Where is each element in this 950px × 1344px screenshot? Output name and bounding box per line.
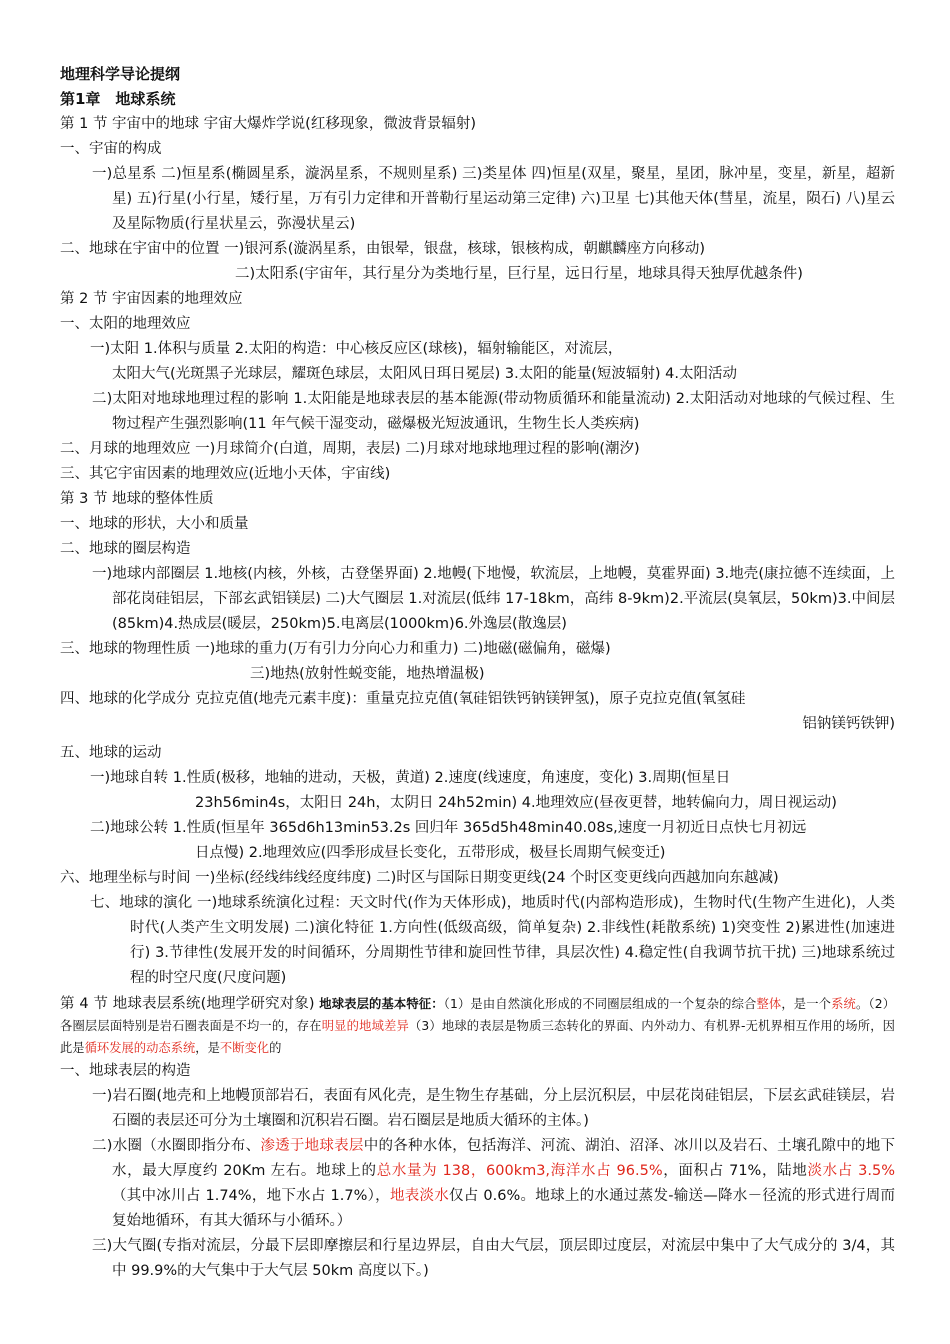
- feature-label: 地球表层的基本特征：: [319, 997, 444, 1011]
- feature-text-3: 。（2）各圈层层面特别是岩石圈表面是不均一的，存在: [60, 997, 895, 1033]
- paragraph-revolution-2: 日点慢) 2.地理效应(四季形成昼长变化，五带形成，极昼长周期气候变迁): [195, 845, 666, 861]
- feature-text-2: ，是一个: [781, 997, 832, 1011]
- paragraph-solar-system: 二)太阳系(宇宙年，其行星分为类地行星，巨行星，远日行星，地球具得天独厚优越条件): [235, 266, 803, 282]
- water-highlight-2: 总水量为 138，600km3,海洋水占 96.5%: [376, 1163, 663, 1179]
- paragraph-moon: 二、月球的地理效应 一)月球简介(白道，周期，表层) 二)月球对地球地理过程的影响(潮汐): [60, 441, 640, 457]
- paragraph-earth-position: 二、地球在宇宙中的位置 一)银河系(漩涡星系，由银晕，银盘，核球，银核构成，朝麒麟座方向移动): [60, 241, 706, 257]
- water-highlight-1: 渗透于地球表层: [260, 1138, 364, 1154]
- section-4-paragraph: [60, 993, 895, 1059]
- water-text-e: 仅占 0.6%。地球上的水通过蒸发-输送—降水－径流的形式进行周而复始地循环，有其大循环与小循环。）: [112, 1188, 895, 1229]
- paragraph-hydrosphere: [60, 1134, 895, 1234]
- paragraph-layers: 一)地球内部圈层 1.地核(内核，外核，古登堡界面) 2.地幔(下地慢，软流层，上地幔，莫霍界面) 3.地壳(康拉德不连续面，上部花岗硅铝层，下部玄武铝镁层) 二)大气圈层 1.对流层(低纬 17-18km，高纬 8-9km)2.平流层(臭氧层，50km)3.中间层(85km)4.热成层(暖层，250km)5.电离层(1000km)6.外逸层(散逸层): [92, 566, 895, 632]
- paragraph-other-cosmic: 三、其它宇宙因素的地理效应(近地小天体，宇宙线): [60, 466, 391, 482]
- water-text-d: （其中冰川占 1.74%，地下水占 1.7%），: [112, 1188, 390, 1204]
- highlight-dynamic-system: 循环发展的动态系统: [84, 1041, 196, 1055]
- feature-text-1: （1）是由自然演化形成的不同圈层组成的一个复杂的综合: [443, 997, 757, 1011]
- paragraph-sun-influence: 二)太阳对地球地理过程的影响 1.太阳能是地球表层的基本能源(带动物质循环和能量流动) 2.太阳活动对地球的气候过程、生物过程产生强烈影响(11 年气候干湿变动，磁爆极光短波通讯，生物生长人类疾病): [92, 391, 895, 432]
- water-text-c: ，面积占 71%，陆地: [662, 1163, 808, 1179]
- section-2-heading: 第 2 节 宇宙因素的地理效应: [60, 291, 243, 307]
- water-highlight-3: 淡水占 3.5%: [807, 1163, 895, 1179]
- section-4-heading: 第 4 节 地球表层系统(地理学研究对象): [60, 996, 320, 1012]
- highlight-regional-difference: 明显的地域差异: [321, 1019, 409, 1033]
- feature-text-5: ，是: [195, 1041, 220, 1055]
- paragraph-revolution-1: 二)地球公转 1.性质(恒星年 365d6h13min53.2s 回归年 365d5h48min40.08s,速度一月初近日点快七月初远: [90, 820, 807, 836]
- paragraph-atmosphere: 三)大气圈(专指对流层，分最下层即摩擦层和行星边界层，自由大气层，顶层即过度层，对流层中集中了大气成分的 3/4，其中 99.9%的大气集中于大气层 50km 高度以下。): [92, 1238, 895, 1279]
- paragraph-sun-2: 太阳大气(光斑黑子光球层，耀斑色球层，太阳风日珥日冕层) 3.太阳的能量(短波辐射) 4.太阳活动: [112, 366, 738, 382]
- paragraph-coordinates: 六、地理坐标与时间 一)坐标(经线纬线经度纬度) 二)时区与国际日期变更线(24 个时区变更线向西越加向东越减): [60, 870, 779, 886]
- subheading-layers: 二、地球的圈层构造: [60, 541, 191, 557]
- feature-text-6: 的: [269, 1041, 282, 1055]
- chapter-heading: 第1章 地球系统: [60, 90, 176, 108]
- subheading-motion: 五、地球的运动: [60, 745, 162, 761]
- water-text-b: 中的各种水体，包括海洋、河流、湖泊、沼泽、冰川以及岩石、土壤孔隙中的地下水，最大厚度约 20Km 左右。地球上的: [112, 1138, 895, 1179]
- highlight-changing: 不断变化: [219, 1041, 270, 1055]
- water-text-a: 二)水圈（水圈即指分布、: [92, 1138, 261, 1154]
- subheading-sun-effect: 一、太阳的地理效应: [60, 316, 191, 332]
- paragraph-physics-1: 三、地球的物理性质 一)地球的重力(万有引力分向心力和重力) 二)地磁(磁偏角，磁爆): [60, 641, 611, 657]
- paragraph-rotation-1: 一)地球自转 1.性质(极移，地轴的进动，天极，黄道) 2.速度(线速度，角速度，变化) 3.周期(恒星日: [90, 770, 731, 786]
- paragraph-chemistry-1: 四、地球的化学成分 克拉克值(地壳元素丰度)：重量克拉克值(氧硅铝铁钙钠镁钾氢)，原子克拉克值(氧氢硅: [60, 691, 746, 707]
- highlight-system: 系统: [831, 997, 856, 1011]
- document-page: [60, 62, 895, 1284]
- doc-title: 地理科学导论提纲: [60, 65, 181, 83]
- paragraph-physics-2: 三)地热(放射性蜕变能，地热增温极): [250, 666, 485, 682]
- highlight-whole: 整体: [756, 997, 782, 1011]
- section-3-heading: 第 3 节 地球的整体性质: [60, 491, 214, 507]
- water-highlight-4: 地表淡水: [389, 1188, 450, 1204]
- paragraph-rotation-2: 23h56min4s，太阳日 24h，太阴日 24h52min) 4.地理效应(昼夜更替，地转偏向力，周日视运动): [195, 795, 837, 811]
- subheading-shape-size: 一、地球的形状，大小和质量: [60, 516, 249, 532]
- section-1-heading: 第 1 节 宇宙中的地球 宇宙大爆炸学说(红移现象，微波背景辐射): [60, 116, 476, 132]
- feature-text-4: （3）地球的表层是物质三态转化的界面、内外动力、有机界-无机界相互作用的场所，因此是: [60, 1019, 895, 1055]
- paragraph-universe-items: 一)总星系 二)恒星系(椭圆星系，漩涡星系，不规则星系) 三)类星体 四)恒星(双星，聚星，星团，脉冲星，变星，新星，超新星) 五)行星(小行星，矮行星，万有引力定律和开普勒行星运动第三定律) 六)卫星 七)其他天体(彗星，流星，陨石) 八)星云及星际物质(行星状星云，弥漫状星云): [92, 166, 895, 232]
- subheading-universe-composition: 一、宇宙的构成: [60, 141, 162, 157]
- paragraph-chemistry-2: 铝钠镁钙铁钾): [802, 716, 895, 732]
- paragraph-sun-1: 一)太阳 1.体积与质量 2.太阳的构造：中心核反应区(球核)，辐射输能区，对流层，: [90, 341, 623, 357]
- subheading-surface-structure: 一、地球表层的构造: [60, 1063, 191, 1079]
- paragraph-evolution: 七、地球的演化 一)地球系统演化过程：天文时代(作为天体形成)，地质时代(内部构造形成)，生物时代(生物产生进化)，人类时代(人类产生文明发展) 二)演化特征 1.方向性(低级高级，简单复杂) 2.非线性(耗散系统) 1)突变性 2)累进性(加速进行) 3.节律性(发展开发的时间循环，分周期性节律和旋回性节律，具层次性) 4.稳定性(自我调节抗干扰) 三)地球系统过程的时空尺度(尺度问题): [90, 895, 895, 986]
- paragraph-lithosphere: 一)岩石圈(地壳和上地幔顶部岩石，表面有风化壳，是生物生存基础，分上层沉积层，中层花岗硅铝层，下层玄武硅镁层，岩石圈的表层还可分为土壤圈和沉积岩石圈。岩石圈层是地质大循环的主体。): [92, 1088, 895, 1129]
